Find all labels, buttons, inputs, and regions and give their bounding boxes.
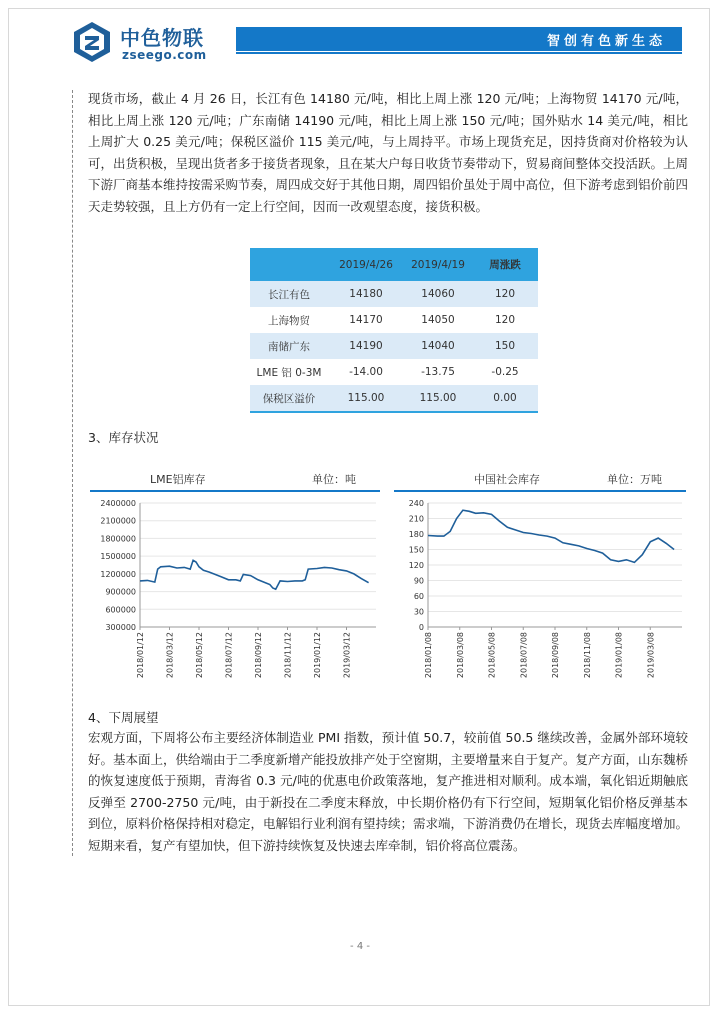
table-cell: 14060	[404, 281, 472, 307]
y-tick-label: 0	[418, 623, 424, 632]
section3-title: 3、库存状况	[88, 430, 159, 445]
chart-unit-label: 单位：吨	[312, 473, 356, 486]
y-tick-label: 2400000	[100, 499, 136, 508]
table-cell: 120	[472, 281, 538, 307]
table-row	[250, 281, 538, 307]
market-paragraph: 现货市场，截止 4 月 26 日，长江有色 14180 元/吨，相比上周上涨 120 元/吨；上海物贸 14170 元/吨，相比上周上涨 120 元/吨；广东南储 14190 元/吨，相比上周上涨 150 元/吨；国外贴水 14 美元/吨，相比上周扩大 0.25 美元/吨；保税区溢价 115 美元/吨，与上周持平。市场上现货充足，因持货商对价格较为认可，出货积极，呈现出货者多于接货者现象，且在某大户每日收货节奏带动下，贸易商间整体交投活跃。上周下游厂商基本维持按需采购节奏，周四成交好于其他日期，周四铝价虽处于周中高位，但下游考虑到铝价前四天走势较强，且上方仍有一定上行空间，因而一改观望态度，接货积极。	[88, 91, 689, 214]
logo-name: 中色物联	[120, 26, 204, 50]
table-cell: 14040	[404, 333, 472, 359]
y-tick-label: 120	[408, 561, 424, 570]
china-inventory-chart	[392, 465, 688, 687]
y-tick-label: 900000	[105, 587, 136, 597]
table-cell: 长江有色	[250, 281, 328, 307]
table-cell: 南储广东	[250, 333, 328, 359]
outlook-paragraph: 宏观方面，下周将公布主要经济体制造业 PMI 指数，预计值 50.7，较前值 50.5 继续改善，金属外部环境较好。基本面上，供给端由于二季度新增产能投放排产处于空窗期，主要增量来自于复产。复产方面，山东魏桥的恢复速度低于预期，青海省 0.3 元/吨的优惠电价政策落地，复产推进相对顺利。成本端，氧化铝近期触底反弹至 2700-2750 元/吨，由于新投在二季度末释放，中长期价格仍有下行空间，短期氧化铝价格反弹基本到位，原料价格保持相对稳定，电解铝行业利润有望持续；需求端，下游消费仍在增长，现货去库幅度增加。短期来看，复产有望加快，但下游持续恢复及快速去库牵制，铝价将高位震荡。	[88, 730, 689, 853]
x-tick-label: 2018/09/12	[254, 632, 263, 679]
x-tick-label: 2018/03/12	[165, 632, 175, 679]
x-tick-label: 2018/03/08	[455, 632, 465, 679]
y-tick-label: 150	[408, 545, 424, 555]
x-tick-label: 2018/11/08	[582, 632, 592, 679]
chart-title: 中国社会库存	[474, 473, 540, 486]
lme-inventory-chart	[88, 465, 382, 687]
table-cell: 115.00	[404, 385, 472, 412]
table-header-cell: 2019/4/26	[328, 248, 404, 281]
x-tick-label: 2018/07/12	[224, 632, 234, 679]
y-tick-label: 1500000	[100, 552, 136, 562]
table-cell: -13.75	[404, 359, 472, 385]
logo	[70, 20, 230, 66]
chart-unit-label: 单位：万吨	[607, 473, 662, 486]
table-cell: -0.25	[472, 359, 538, 385]
header-slogan: 智创有色新生态	[546, 34, 666, 49]
x-tick-label: 2018/05/08	[487, 632, 497, 679]
y-tick-label: 210	[408, 514, 424, 524]
series-line	[140, 560, 369, 589]
table-row	[250, 333, 538, 359]
x-tick-label: 2018/05/12	[195, 632, 204, 679]
table-cell: 14180	[328, 281, 404, 307]
table-row	[250, 359, 538, 385]
x-tick-label: 2018/07/08	[519, 632, 529, 679]
chart-title: LME铝库存	[150, 473, 206, 486]
table-cell: 保税区溢价	[250, 385, 328, 412]
header-line	[236, 52, 682, 54]
x-tick-label: 2018/11/12	[283, 632, 293, 679]
table-cell: 14050	[404, 307, 472, 333]
page-number: - 4 -	[350, 941, 370, 952]
y-tick-label: 240	[408, 499, 424, 508]
table-header-cell	[250, 248, 328, 281]
table-cell: LME 铝 0-3M	[250, 359, 328, 385]
table-header-row	[250, 248, 538, 281]
x-tick-label: 2019/03/08	[646, 632, 656, 679]
table-header-cell: 2019/4/19	[404, 248, 472, 281]
y-tick-label: 600000	[105, 605, 136, 615]
table-cell: -14.00	[328, 359, 404, 385]
table-cell: 0.00	[472, 385, 538, 412]
x-tick-label: 2018/01/08	[424, 632, 433, 679]
x-tick-label: 2019/03/12	[342, 632, 352, 679]
table-row	[250, 385, 538, 412]
y-tick-label: 30	[413, 607, 424, 617]
y-tick-label: 180	[408, 530, 424, 539]
table-cell: 120	[472, 307, 538, 333]
logo-icon	[70, 20, 114, 64]
table-cell: 14170	[328, 307, 404, 333]
x-tick-label: 2019/01/08	[614, 632, 624, 679]
table-cell: 14190	[328, 333, 404, 359]
x-tick-label: 2018/01/12	[136, 632, 145, 679]
section4-title: 4、下周展望	[88, 710, 159, 725]
table-cell: 150	[472, 333, 538, 359]
y-tick-label: 1200000	[100, 569, 136, 579]
y-tick-label: 60	[413, 592, 424, 601]
left-dashed-rule	[72, 90, 73, 856]
y-tick-label: 90	[413, 576, 424, 586]
table-header-cell: 周涨跌	[472, 248, 538, 281]
y-tick-label: 1800000	[100, 534, 136, 544]
logo-site: zseego.com	[122, 48, 207, 62]
table-cell: 115.00	[328, 385, 404, 412]
china-inventory-chart-svg	[392, 465, 688, 687]
y-tick-label: 2100000	[100, 516, 136, 526]
lme-inventory-chart-svg	[88, 465, 382, 687]
y-tick-label: 300000	[105, 623, 136, 632]
table-row	[250, 307, 538, 333]
price-table	[250, 248, 538, 413]
x-tick-label: 2019/01/12	[313, 632, 322, 679]
x-tick-label: 2018/09/08	[551, 632, 560, 679]
header-bar	[236, 27, 682, 51]
table-cell: 上海物贸	[250, 307, 328, 333]
